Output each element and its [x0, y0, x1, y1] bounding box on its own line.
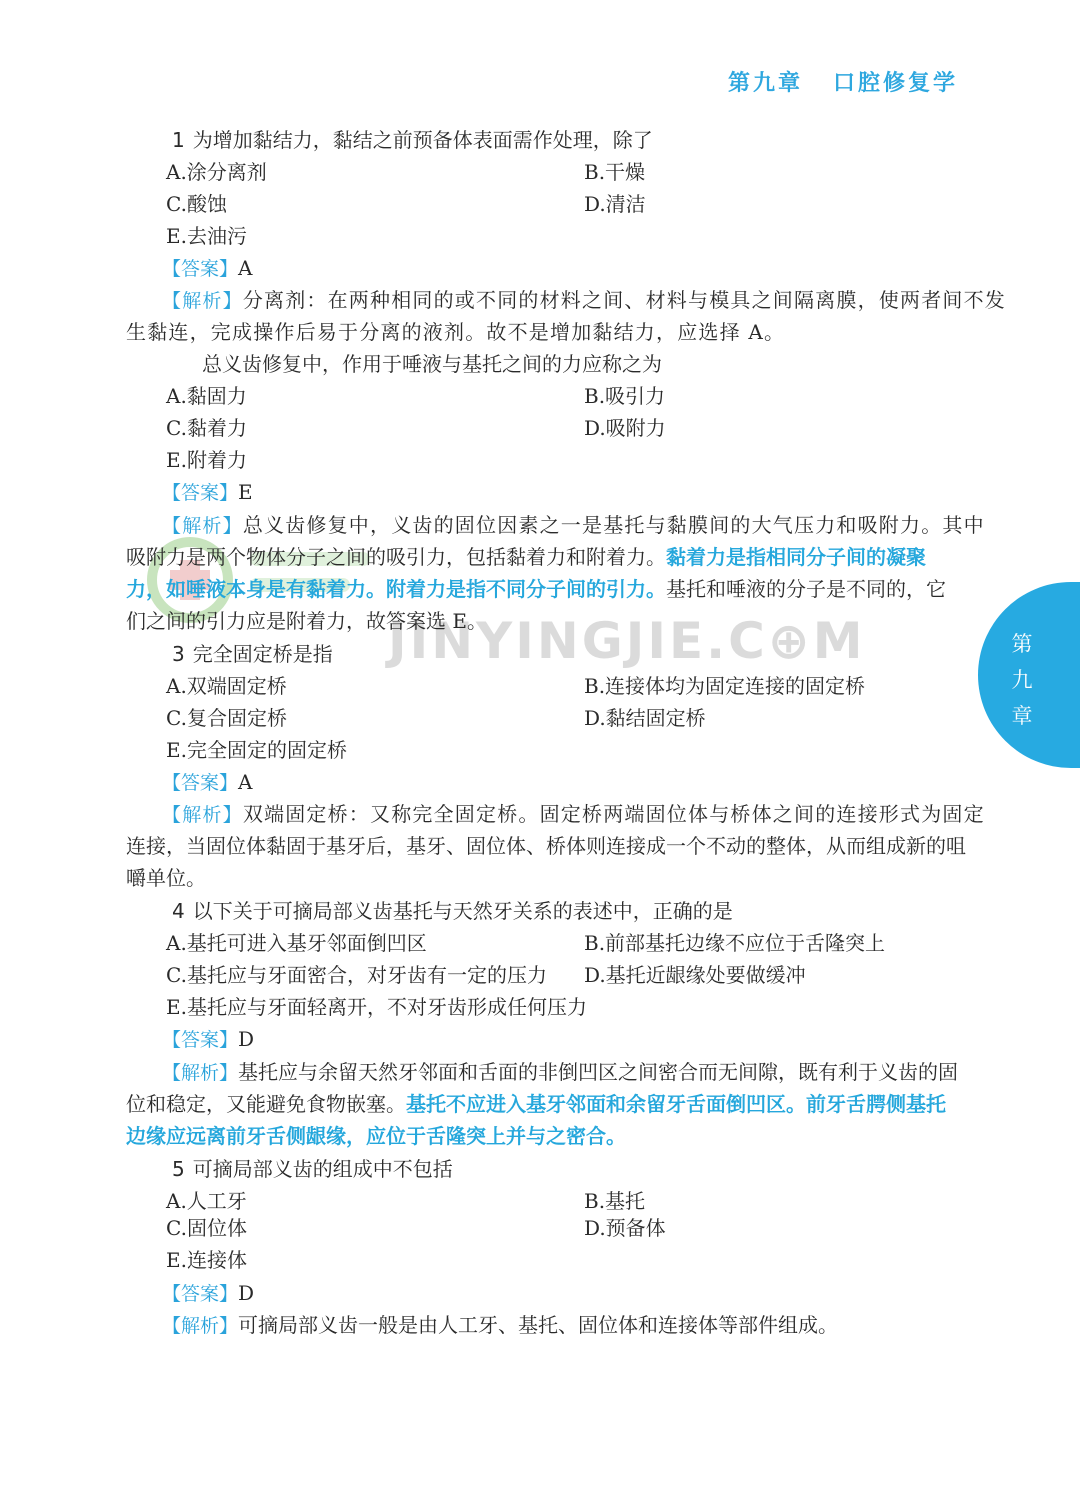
q1-answer: [162, 254, 252, 283]
side-tab-char: 章: [1011, 704, 1033, 728]
q1-analysis-line-2: 生黏连，完成操作后易于分离的液剂。故不是增加黏结力，应选择 A。: [126, 320, 786, 344]
analysis-text: 位和稳定，又能避免食物嵌塞。: [126, 1092, 406, 1116]
q5-option-b: B.基托: [584, 1189, 646, 1213]
side-tab-text: [1002, 626, 1042, 734]
question-number: 5: [172, 1157, 185, 1181]
analysis-text: 可摘局部义齿一般是由人工牙、基托、固位体和连接体等部件组成。: [238, 1313, 839, 1337]
answer-label: 【答案】: [162, 482, 239, 504]
question-2-stem: [172, 350, 662, 378]
subject-label: 口腔修复学: [832, 71, 958, 96]
q2-option-a: A.黏固力: [166, 384, 247, 408]
q4-analysis-line-2: [126, 1090, 946, 1118]
q3-option-a: A.双端固定桥: [166, 674, 287, 698]
analysis-text: 分离剂：在两种相同的或不同的材料之间、材料与模具之间隔离膜，使两者间不发: [242, 288, 1007, 312]
analysis-text: 双端固定桥：又称完全固定桥。固定桥两端固位体与桥体之间的连接形式为固定: [242, 802, 985, 826]
analysis-text: 总义齿修复中，义齿的固位因素之一是基托与黏膜间的大气压力和吸附力。其中: [242, 513, 985, 537]
question-text: 以下关于可摘局部义齿基托与天然牙关系的表述中，正确的是: [192, 899, 733, 923]
q3-option-b: B.连接体均为固定连接的固定桥: [584, 674, 866, 698]
answer-label: 【答案】: [162, 1029, 239, 1051]
q4-option-e: E.基托应与牙面轻离开，不对牙齿形成任何压力: [166, 995, 587, 1019]
question-4-stem: [172, 897, 733, 925]
q3-option-e: E.完全固定的固定桥: [166, 738, 347, 762]
q3-analysis-line-1: [162, 800, 985, 829]
answer-value: A: [238, 256, 253, 280]
question-3-stem: [172, 640, 333, 668]
q2-analysis-line-2: [126, 543, 926, 571]
q3-analysis-line-2: 连接，当固位体黏固于基牙后，基牙、固位体、桥体则连接成一个不动的整体，从而组成新的咀: [126, 834, 966, 858]
chapter-header: [728, 66, 958, 97]
question-text: 总义齿修复中，作用于唾液与基托之间的力应称之为: [202, 352, 662, 376]
analysis-highlight: 力，如唾液本身是有黏着力。附着力是指不同分子间的引力。: [126, 577, 666, 601]
answer-value: D: [238, 1281, 255, 1305]
q4-option-d: D.基托近龈缘处要做缓冲: [584, 963, 806, 987]
chapter-label: 第九章: [727, 71, 803, 96]
q3-option-d: D.黏结固定桥: [584, 706, 706, 730]
question-number: 4: [172, 899, 185, 923]
analysis-text: 吸附力是两个物体分子之间的吸引力，包括黏着力和附着力。: [126, 545, 666, 569]
q4-analysis-line-3: 边缘应远离前牙舌侧龈缘，应位于舌隆突上并与之密合。: [126, 1124, 626, 1148]
q2-analysis-line-4: 们之间的引力应是附着力，故答案选 E。: [126, 609, 487, 633]
q1-option-e: E.去油污: [166, 224, 247, 248]
answer-label: 【答案】: [162, 258, 239, 280]
q4-answer: [162, 1025, 254, 1054]
question-number: 1: [172, 128, 185, 152]
analysis-text: 基托和唾液的分子是不同的，它: [666, 577, 946, 601]
q5-option-a: A.人工牙: [166, 1189, 247, 1213]
q5-answer: [162, 1279, 254, 1308]
answer-label: 【答案】: [162, 772, 239, 794]
analysis-text: 基托应与余留天然牙邻面和舌面的非倒凹区之间密合而无间隙，既有利于义齿的固: [238, 1060, 959, 1084]
chapter-side-tab: [978, 582, 1080, 768]
q3-analysis-line-3: 嚼单位。: [126, 866, 206, 890]
q2-analysis-line-1: [162, 511, 985, 540]
q2-answer: [162, 478, 253, 507]
question-text: 为增加黏结力，黏结之前预备体表面需作处理，除了: [192, 128, 653, 152]
q5-analysis-line-1: [162, 1311, 838, 1340]
answer-value: A: [238, 770, 253, 794]
answer-value: D: [238, 1027, 255, 1051]
answer-value: E: [238, 480, 253, 504]
answer-label: 【答案】: [162, 1283, 239, 1305]
q5-option-d: D.预备体: [584, 1216, 666, 1240]
q5-option-c: C.固位体: [166, 1216, 247, 1240]
side-tab-char: 第: [1011, 632, 1033, 656]
q4-option-a: A.基托可进入基牙邻面倒凹区: [166, 931, 427, 955]
q4-option-b: B.前部基托边缘不应位于舌隆突上: [584, 931, 886, 955]
q3-answer: [162, 768, 252, 797]
analysis-label: 【解析】: [162, 804, 243, 826]
q2-analysis-line-3: [126, 575, 946, 603]
analysis-highlight: 基托不应进入基牙邻面和余留牙舌面倒凹区。前牙舌腭侧基托: [406, 1092, 946, 1116]
q1-option-d: D.清洁: [584, 192, 646, 216]
analysis-label: 【解析】: [162, 1315, 239, 1337]
question-1-stem: [172, 126, 653, 154]
question-number: 3: [172, 642, 185, 666]
q4-analysis-line-1: [162, 1058, 958, 1087]
watermark-text: JINYINGJIE.C⊕M: [388, 612, 866, 670]
side-tab-char: 九: [1011, 668, 1033, 692]
q4-option-c: C.基托应与牙面密合，对牙齿有一定的压力: [166, 963, 547, 987]
q2-option-d: D.吸附力: [584, 416, 666, 440]
analysis-label: 【解析】: [162, 1062, 239, 1084]
question-text: 完全固定桥是指: [192, 642, 333, 666]
analysis-label: 【解析】: [162, 290, 243, 312]
analysis-label: 【解析】: [162, 515, 243, 537]
analysis-highlight: 黏着力是指相同分子间的凝聚: [666, 545, 926, 569]
q1-analysis-line-1: [162, 286, 1006, 315]
q3-option-c: C.复合固定桥: [166, 706, 287, 730]
question-5-stem: [172, 1155, 453, 1183]
q1-option-a: A.涂分离剂: [166, 160, 267, 184]
q5-option-e: E.连接体: [166, 1248, 247, 1272]
q2-option-c: C.黏着力: [166, 416, 247, 440]
q2-option-b: B.吸引力: [584, 384, 666, 408]
q1-option-b: B.干燥: [584, 160, 646, 184]
question-text: 可摘局部义齿的组成中不包括: [192, 1157, 453, 1181]
q1-option-c: C.酸蚀: [166, 192, 227, 216]
q2-option-e: E.附着力: [166, 448, 247, 472]
